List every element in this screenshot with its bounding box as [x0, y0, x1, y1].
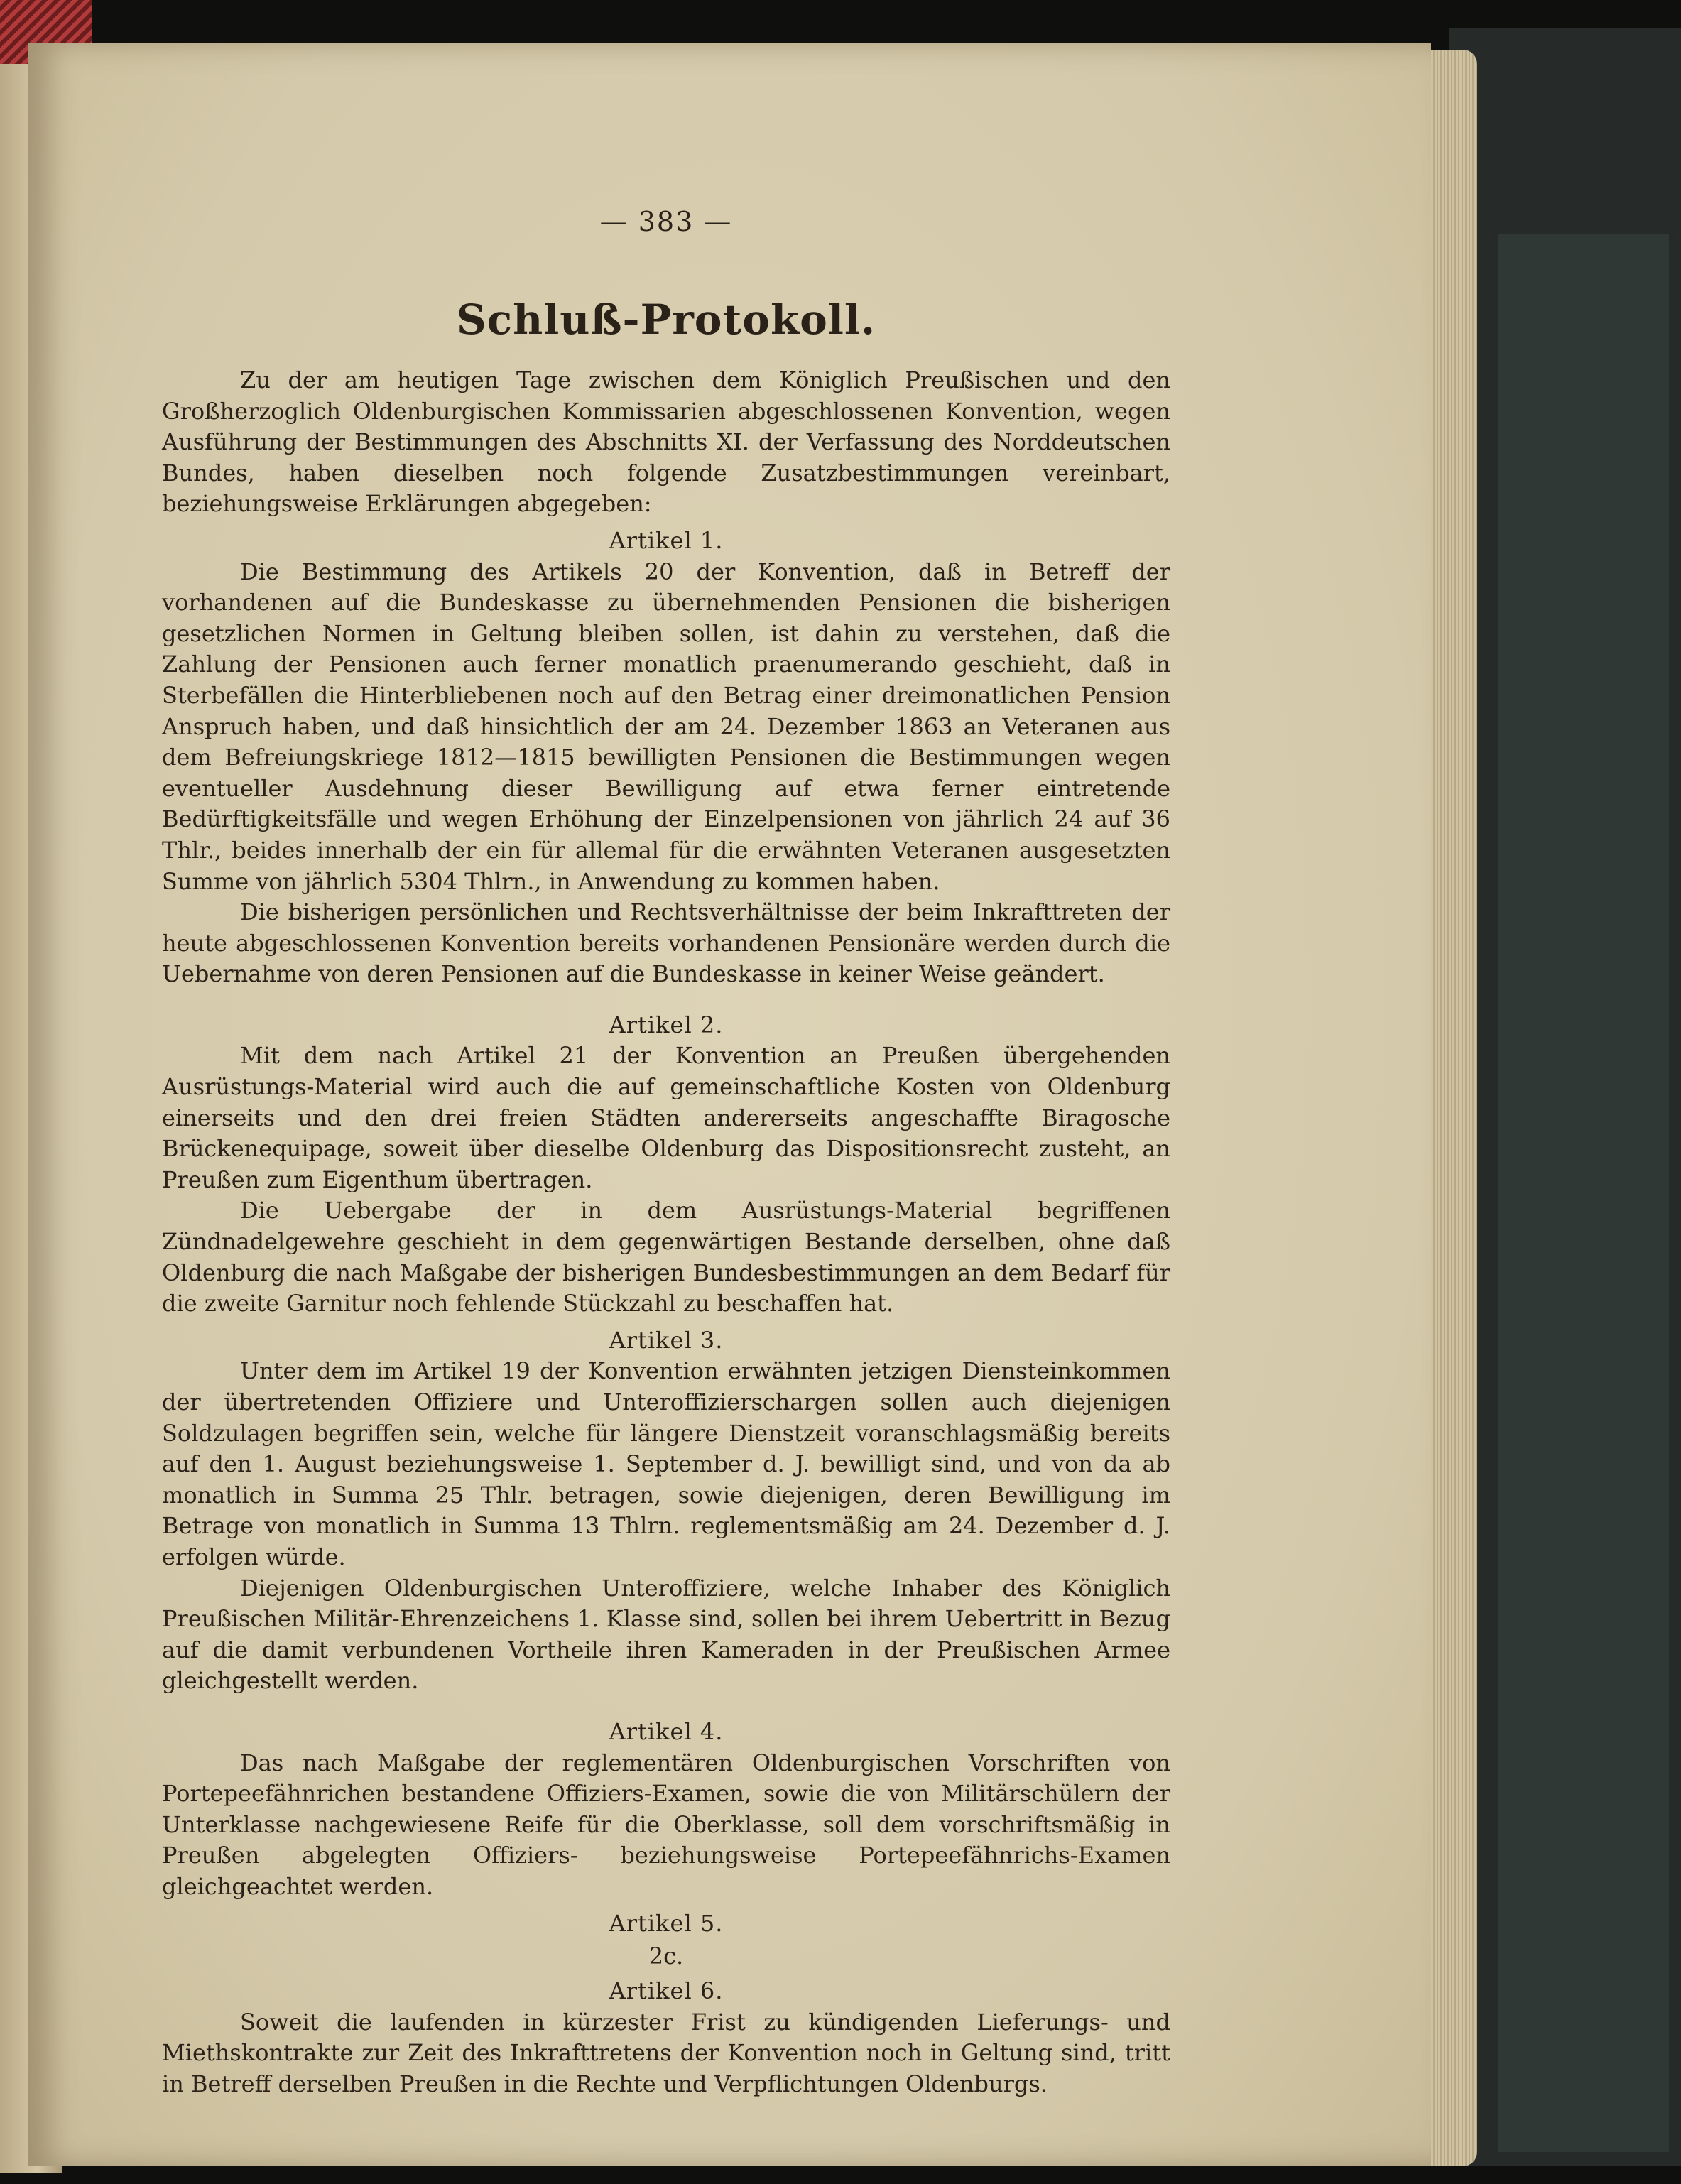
intro-paragraph: Zu der am heutigen Tage zwischen dem Königlich Preußischen und den Großherzoglich Oldenburgischen Kommissarien abgeschlossenen Konvention, wegen Ausführung der Bestimmungen des Abschnitts XI. der Verfassung des Norddeutschen Bundes, haben dieselben noch folgende Zusatzbestimmungen vereinbart, beziehungsweise Erklärungen abgegeben:: [162, 366, 1170, 518]
page-content: [162, 206, 1170, 2099]
article-4-heading: Artikel 4.: [609, 1717, 724, 1745]
article-3-paragraph-2: Diejenigen Oldenburgischen Unteroffiziere, welche Inhaber des Königlich Preußischen Militär-Ehrenzeichens 1. Klasse sind, sollen bei ihrem Uebertritt in Bezug auf die damit verbundenen Vortheile ihren Kameraden in der Preußischen Armee gleichgestellt werden.: [162, 1574, 1170, 1695]
article-5-heading: Artikel 5.: [609, 1909, 724, 1937]
article-4-paragraph-1: Das nach Maßgabe der reglementären Oldenburgischen Vorschriften von Portepeefähnrichen bestandene Offiziers-Examen, sowie die von Militärschülern der Unterklasse nachgewiesene Reife für die Oberklasse, soll dem vorschriftsmäßig in Preußen abgelegten Offiziers- beziehungsweise Portepeefähnrichs-Examen gleichgeachtet werden.: [162, 1749, 1170, 1900]
article-6-heading: Artikel 6.: [609, 1977, 724, 2005]
article-2-heading: Artikel 2.: [609, 1011, 724, 1038]
article-2-paragraph-2: Die Uebergabe der in dem Ausrüstungs-Material begriffenen Zündnadelgewehre geschieht in dem gegenwärtigen Bestande derselben, ohne daß Oldenburg die nach Maßgabe der bisherigen Bundesbestimmungen an dem Bedarf für die zweite Garnitur noch fehlende Stückzahl zu beschaffen hat.: [162, 1197, 1170, 1318]
article-1-heading: Artikel 1.: [609, 526, 724, 554]
page-number: — 383 —: [599, 206, 733, 237]
article-2-paragraph-1: Mit dem nach Artikel 21 der Konvention an Preußen übergehenden Ausrüstungs-Material wird auch die auf gemeinschaftliche Kosten von Oldenburg einerseits und den drei freien Städten andererseits angeschaffte Biragosche Brückenequipage, soweit über dieselbe Oldenburg das Dispositionsrecht zusteht, an Preußen zum Eigenthum übertragen.: [162, 1042, 1170, 1193]
article-3-paragraph-1: Unter dem im Artikel 19 der Konvention erwähnten jetzigen Diensteinkommen der übertretenden Offiziere und Unteroffizierschargen sollen auch diejenigen Soldzulagen begriffen sein, welche für längere Dienstzeit voranschlagsmäßig bereits auf den 1. August beziehungsweise 1. September d. J. bewilligt sind, und von da ab monatlich in Summa 25 Thlr. betragen, sowie diejenigen, deren Bewilligung im Betrage von monatlich in Summa 13 Thlrn. reglementsmäßig am 24. Dezember d. J. erfolgen würde.: [162, 1357, 1170, 1570]
article-3-heading: Artikel 3.: [609, 1326, 724, 1354]
book-cover-strip: [1498, 234, 1669, 2152]
article-5-etc: 2c.: [648, 1943, 684, 1970]
article-1-paragraph-2: Die bisherigen persönlichen und Rechtsverhältnisse der beim Inkrafttreten der heute abgeschlossenen Konvention bereits vorhandenen Pensionäre werden durch die Uebernahme von deren Pensionen auf die Bundeskasse in keiner Weise geändert.: [162, 898, 1170, 988]
page-title: Schluß-Protokoll.: [456, 295, 876, 344]
article-6-paragraph-1: Soweit die laufenden in kürzester Frist zu kündigenden Lieferungs- und Miethskontrakte zur Zeit des Inkrafttretens der Konvention noch in Geltung sind, tritt in Betreff derselben Preußen in die Rechte und Verpflichtungen Oldenburgs.: [162, 2008, 1170, 2097]
article-1-paragraph-1: Die Bestimmung des Artikels 20 der Konvention, daß in Betreff der vorhandenen auf die Bundeskasse zu übernehmenden Pensionen die bisherigen gesetzlichen Normen in Geltung bleiben sollen, ist dahin zu verstehen, daß die Zahlung der Pensionen auch ferner monatlich praenumerando geschieht, daß in Sterbefällen die Hinterbliebenen noch auf den Betrag einer dreimonatlichen Pension Anspruch haben, und daß hinsichtlich der am 24. Dezember 1863 an Veteranen aus dem Befreiungskriege 1812—1815 bewilligten Pensionen die Bestimmungen wegen eventueller Ausdehnung dieser Bewilligung auf etwa ferner eintretende Bedürftigkeitsfälle und wegen Erhöhung der Einzelpensionen von jährlich 24 auf 36 Thlr., beides innerhalb der ein für allemal für die erwähnten Veteranen ausgesetzten Summe von jährlich 5304 Thlrn., in Anwendung zu kommen haben.: [162, 558, 1170, 895]
